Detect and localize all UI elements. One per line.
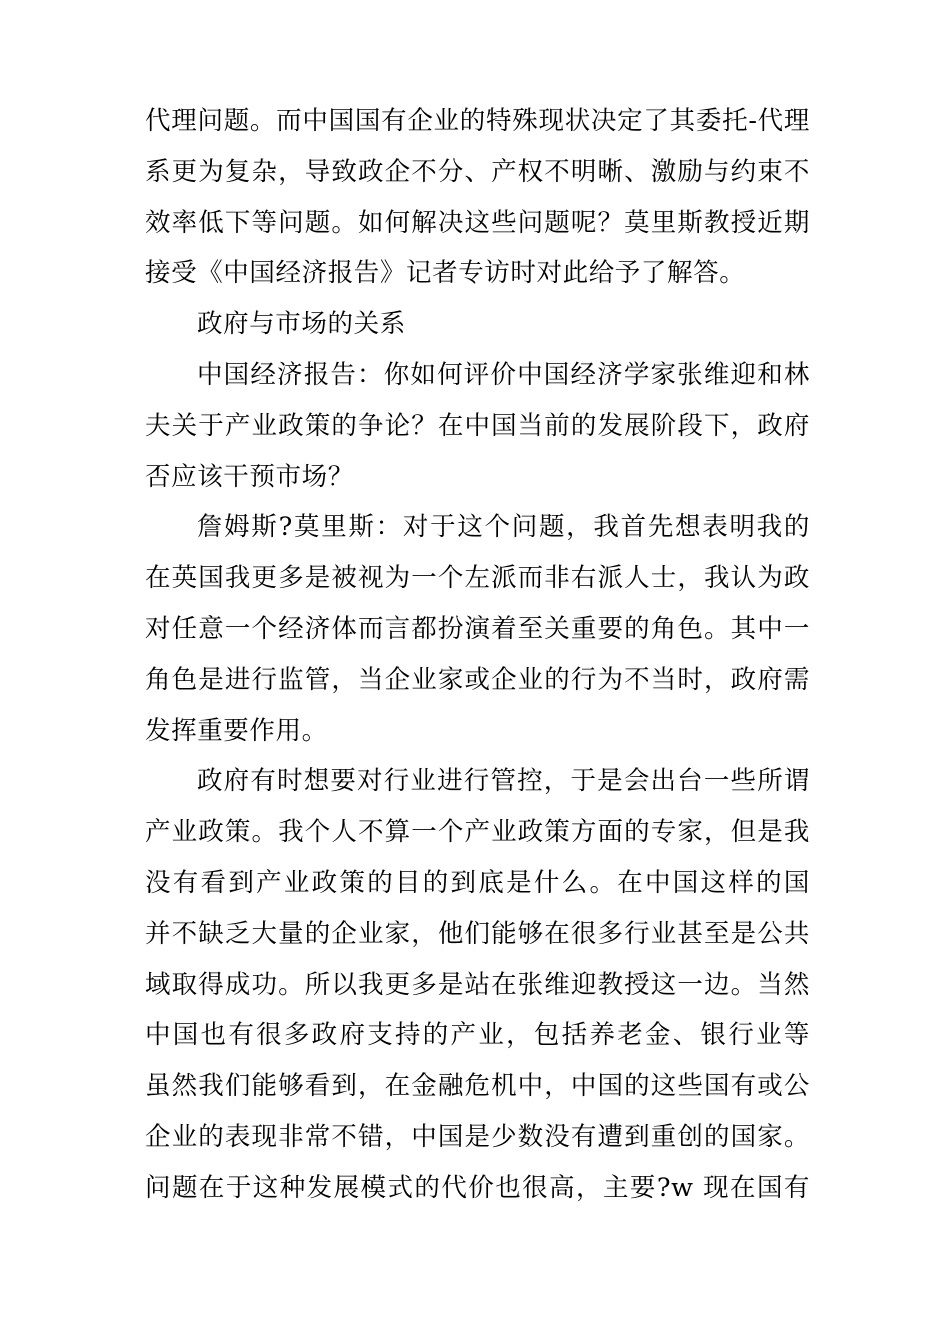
text-line-19: 中国也有很多政府支持的产业，包括养老金、银行业等: [145, 1020, 810, 1051]
section-heading: 政府与市场的关系: [197, 309, 406, 340]
text-line-8: 否应该干预市场？: [145, 461, 354, 492]
text-line-11: 对任意一个经济体而言都扮演着至关重要的角色。其中一: [145, 613, 810, 644]
text-line-10: 在英国我更多是被视为一个左派而非右派人士，我认为政: [145, 563, 810, 594]
text-line-3: 效率低下等问题。如何解决这些问题呢？莫里斯教授近期: [145, 207, 810, 238]
text-line-2: 系更为复杂，导致政企不分、产权不明晰、激励与约束不: [145, 156, 810, 187]
text-line-9: 詹姆斯?莫里斯：对于这个问题，我首先想表明我的: [197, 512, 810, 543]
text-line-20: 虽然我们能够看到，在金融危机中，中国的这些国有或公: [145, 1071, 810, 1102]
text-line-18: 域取得成功。所以我更多是站在张维迎教授这一边。当然: [145, 969, 810, 1000]
text-line-12: 角色是进行监管，当企业家或企业的行为不当时，政府需: [145, 664, 810, 695]
text-line-4: 接受《中国经济报告》记者专访时对此给予了解答。: [145, 258, 746, 289]
text-line-13: 发挥重要作用。: [145, 715, 328, 746]
text-line-15: 产业政策。我个人不算一个产业政策方面的专家，但是我: [145, 817, 810, 848]
document-page: [145, 96, 810, 1214]
text-line-1: 代理问题。而中国国有企业的特殊现状决定了其委托-代理: [145, 106, 810, 136]
text-line-16: 没有看到产业政策的目的到底是什么。在中国这样的国: [145, 867, 810, 898]
text-line-14: 政府有时想要对行业进行管控，于是会出台一些所谓: [197, 766, 810, 797]
text-line-22: 问题在于这种发展模式的代价也很高，主要?w 现在国有: [145, 1172, 810, 1203]
text-line-6: 中国经济报告：你如何评价中国经济学家张维迎和林: [197, 359, 810, 390]
text-line-7: 夫关于产业政策的争论？在中国当前的发展阶段下，政府: [145, 410, 810, 441]
text-line-21: 企业的表现非常不错，中国是少数没有遭到重创的国家。: [145, 1121, 810, 1152]
text-line-17: 并不缺乏大量的企业家，他们能够在很多行业甚至是公共: [145, 918, 810, 949]
